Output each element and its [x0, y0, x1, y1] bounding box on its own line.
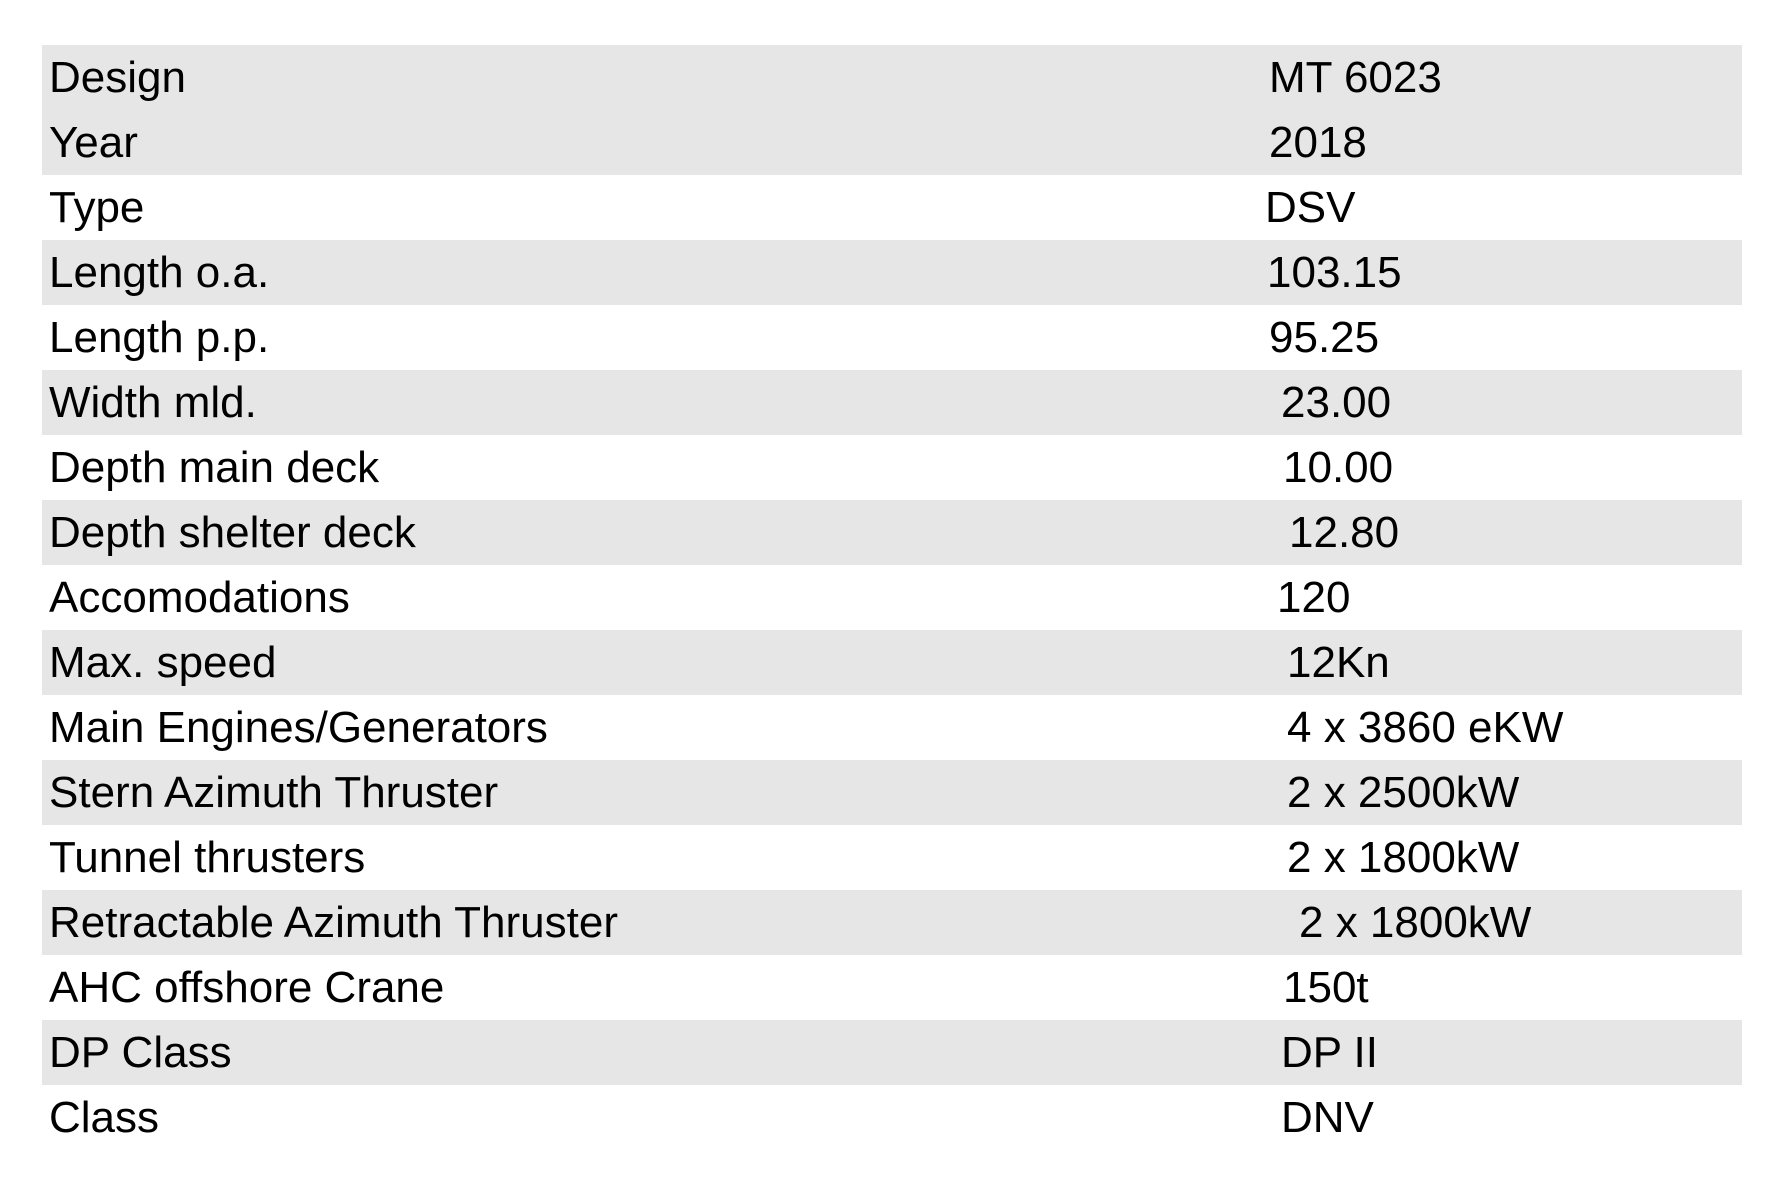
spec-label: Year [49, 118, 138, 167]
spec-value: 4 x 3860 eKW [1287, 703, 1564, 752]
spec-row-main-engines [42, 695, 1742, 760]
spec-row-retractable-azimuth-thruster [42, 890, 1742, 955]
spec-label: Type [49, 183, 145, 232]
spec-value: 2018 [1269, 118, 1367, 167]
spec-value: 150t [1283, 963, 1369, 1012]
spec-value: DSV [1265, 183, 1356, 232]
spec-row-width [42, 370, 1742, 435]
spec-label: AHC offshore Crane [49, 963, 445, 1012]
spec-row-max-speed [42, 630, 1742, 695]
spec-value: 12.80 [1289, 508, 1400, 557]
spec-label: Max. speed [49, 638, 277, 687]
spec-label: Depth shelter deck [49, 508, 416, 557]
spec-label: Length p.p. [49, 313, 270, 362]
spec-row-class [42, 1085, 1742, 1150]
spec-row-stern-azimuth-thruster [42, 760, 1742, 825]
spec-value: 95.25 [1269, 313, 1380, 362]
spec-label: Design [49, 53, 186, 102]
spec-row-tunnel-thrusters [42, 825, 1742, 890]
spec-label: Length o.a. [49, 248, 270, 297]
spec-table [42, 45, 1742, 1150]
spec-label: Main Engines/Generators [49, 703, 548, 752]
spec-row-dp-class [42, 1020, 1742, 1085]
spec-value: DP II [1281, 1028, 1379, 1077]
spec-value: MT 6023 [1269, 53, 1442, 102]
spec-value: 120 [1277, 573, 1351, 622]
spec-row-length-oa [42, 240, 1742, 305]
spec-label: Depth main deck [49, 443, 380, 492]
spec-row-depth-main-deck [42, 435, 1742, 500]
spec-row-depth-shelter-deck [42, 500, 1742, 565]
spec-value: DNV [1281, 1093, 1374, 1142]
spec-label: Tunnel thrusters [49, 833, 366, 882]
spec-value: 2 x 2500kW [1287, 768, 1520, 817]
spec-label: Width mld. [49, 378, 257, 427]
spec-value: 10.00 [1283, 443, 1394, 492]
spec-row-type [42, 175, 1742, 240]
spec-row-accomodations [42, 565, 1742, 630]
spec-row-design [42, 45, 1742, 110]
spec-label: Class [49, 1093, 160, 1142]
spec-value: 2 x 1800kW [1299, 898, 1532, 947]
spec-value: 23.00 [1281, 378, 1392, 427]
spec-row-length-pp [42, 305, 1742, 370]
spec-label: Stern Azimuth Thruster [49, 768, 499, 817]
spec-label: Retractable Azimuth Thruster [49, 898, 618, 947]
spec-value: 103.15 [1267, 248, 1402, 297]
spec-label: DP Class [49, 1028, 232, 1077]
spec-value: 2 x 1800kW [1287, 833, 1520, 882]
spec-row-ahc-offshore-crane [42, 955, 1742, 1020]
spec-row-year [42, 110, 1742, 175]
spec-value: 12Kn [1287, 638, 1390, 687]
spec-label: Accomodations [49, 573, 350, 622]
